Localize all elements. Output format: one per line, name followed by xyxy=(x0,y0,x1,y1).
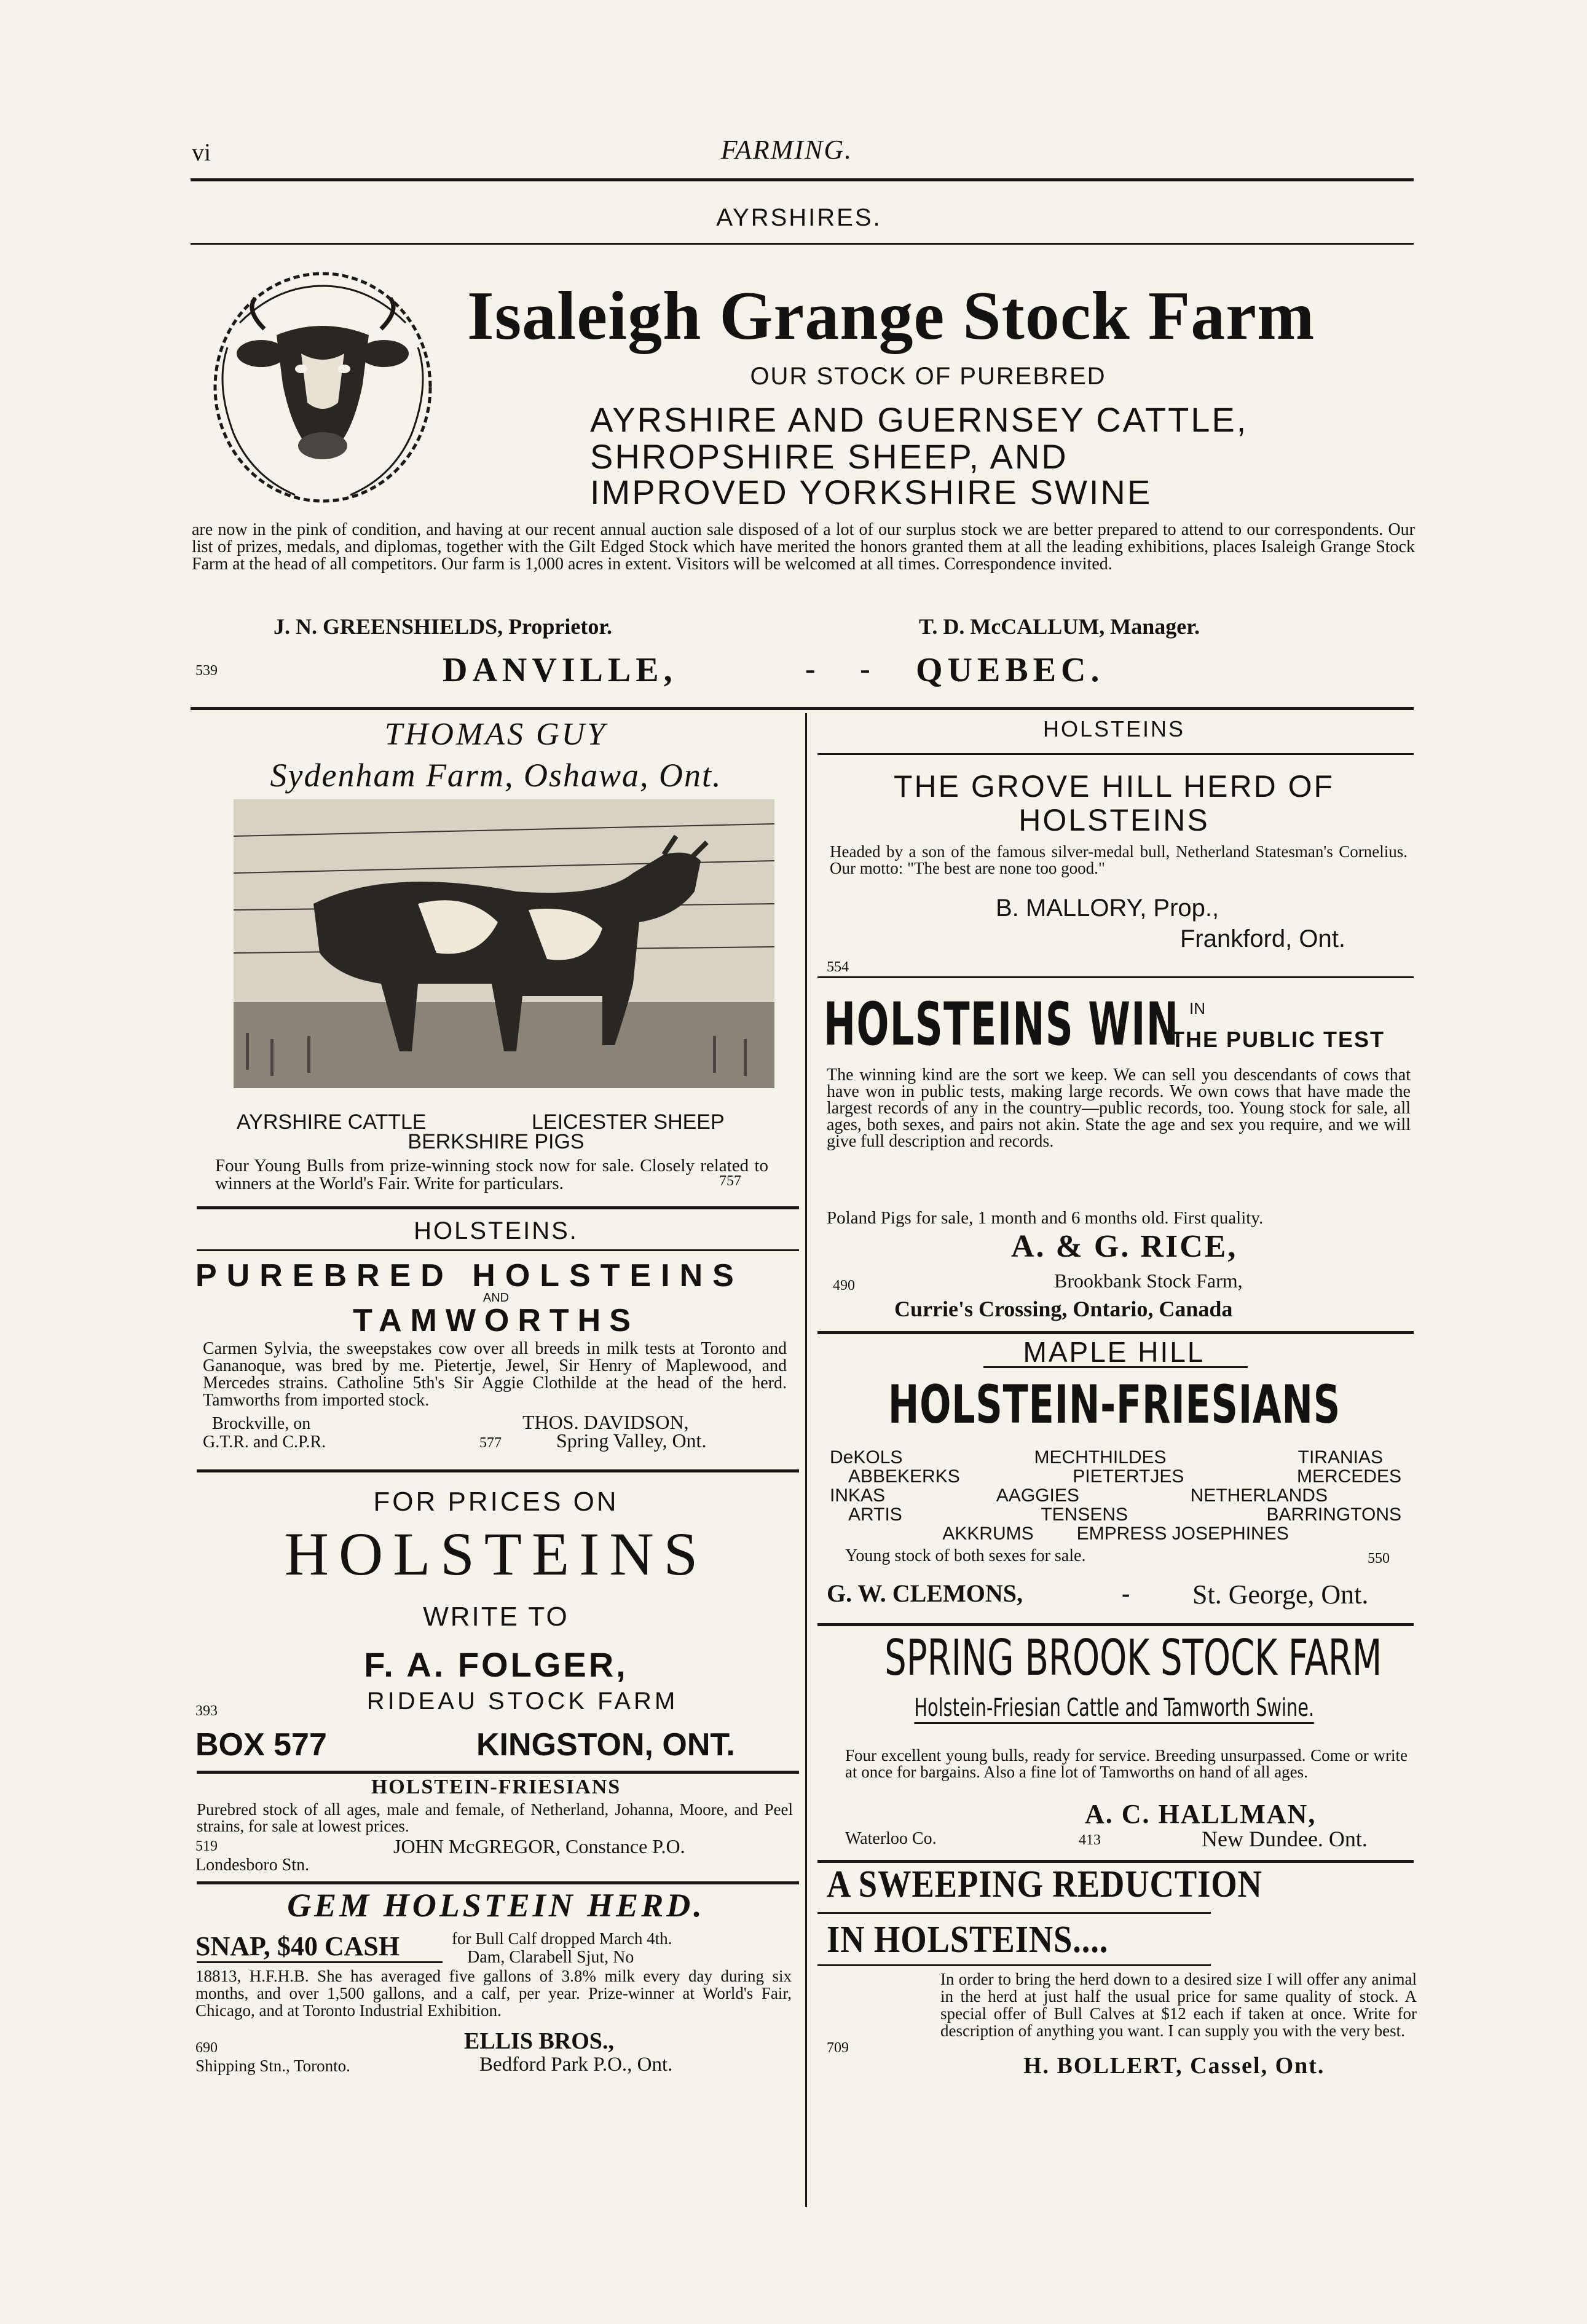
column-divider xyxy=(805,713,807,2207)
grove-hill-rule xyxy=(817,976,1414,978)
rice-pigs: Poland Pigs for sale, 1 month and 6 months old. First quality. xyxy=(827,1208,1264,1228)
folger-line5: RIDEAU STOCK FARM xyxy=(366,1688,679,1715)
isaleigh-town: DANVILLE, xyxy=(443,651,677,689)
strain-abbekerks: ABBEKERKS xyxy=(848,1466,960,1487)
folger-line3: WRITE TO xyxy=(423,1602,569,1632)
grove-hill-ad-number: 554 xyxy=(827,959,849,975)
page-number: vi xyxy=(192,138,211,166)
strain-aaggies: AAGGIES xyxy=(996,1485,1079,1506)
clemons-dash: - xyxy=(1122,1579,1130,1607)
strain-inkas: INKAS xyxy=(830,1485,886,1506)
davidson-title2: TAMWORTHS xyxy=(353,1303,639,1338)
isaleigh-ad-number: 539 xyxy=(195,663,218,679)
folger-line2: HOLSTEINS xyxy=(284,1520,708,1588)
davidson-section-rule xyxy=(197,1249,799,1251)
mcgregor-name: JOHN McGREGOR, Constance P.O. xyxy=(393,1835,685,1857)
mcgregor-title: HOLSTEIN-FRIESIANS xyxy=(371,1776,621,1798)
thomas-guy-sheep: LEICESTER SHEEP xyxy=(532,1110,725,1134)
strain-tiranias: TIRANIAS xyxy=(1298,1447,1383,1468)
thomas-guy-name: THOMAS GUY xyxy=(384,717,608,752)
rice-public-test: THE PUBLIC TEST xyxy=(1171,1027,1385,1052)
folger-line4: F. A. FOLGER, xyxy=(364,1645,628,1684)
hallman-subtitle-text: Holstein-Friesian Cattle and Tamworth Swine. xyxy=(914,1694,1314,1724)
cow-head-illustration xyxy=(203,261,443,507)
davidson-town: Spring Valley, Ont. xyxy=(556,1429,707,1452)
clemons-town: St. George, Ont. xyxy=(1192,1579,1369,1610)
isaleigh-line3: SHROPSHIRE SHEEP, AND xyxy=(590,437,1068,476)
gem-text2: Dam, Clarabell Sjut, No xyxy=(467,1948,634,1967)
thomas-guy-ad-number: 757 xyxy=(719,1173,741,1189)
mcgregor-rule xyxy=(197,1881,799,1884)
strain-row xyxy=(830,1448,1401,1467)
strain-row xyxy=(830,1486,1401,1505)
bollert-title1-underline xyxy=(817,1912,1211,1914)
gem-station: Shipping Stn., Toronto. xyxy=(195,2057,350,2075)
davidson-rule xyxy=(197,1469,799,1472)
davidson-title: PUREBRED HOLSTEINS xyxy=(195,1258,744,1294)
clemons-title2 xyxy=(814,1374,1414,1436)
clemons-title-underline xyxy=(983,1366,1248,1368)
bollert-title2-underline xyxy=(817,1964,1211,1966)
folger-ad-number: 393 xyxy=(195,1703,218,1719)
strain-row xyxy=(830,1467,1401,1486)
clemons-rule xyxy=(817,1623,1414,1626)
section-rule xyxy=(191,243,1414,245)
rice-name: A. & G. RICE, xyxy=(1011,1229,1238,1264)
bollert-body: In order to bring the herd down to a desired size I will offer any animal in the herd at just half the usual price for same quality of stock. A special offer of Bull Calves at $12 each if taken at once. Write for description of anything you want. I can supply you with the very best. xyxy=(940,1970,1417,2040)
grove-hill-section-rule xyxy=(817,753,1414,755)
davidson-place2: G.T.R. and C.P.R. xyxy=(203,1433,326,1452)
thomas-guy-rule xyxy=(197,1206,799,1209)
strain-akkrums: AKKRUMS xyxy=(942,1524,1034,1544)
folger-line1: FOR PRICES ON xyxy=(373,1487,619,1517)
grove-hill-body: Headed by a son of the famous silver-medal bull, Netherland Statesman's Cornelius. Our motto: "The best are none too good." xyxy=(830,842,1408,877)
mcgregor-station: Londesboro Stn. xyxy=(195,1856,310,1875)
isaleigh-line2: AYRSHIRE AND GUERNSEY CATTLE, xyxy=(590,400,1248,439)
grove-hill-town: Frankford, Ont. xyxy=(1180,925,1345,952)
clemons-ad-number: 550 xyxy=(1368,1551,1390,1567)
section-ayrshires: AYRSHIRES. xyxy=(716,204,882,231)
isaleigh-line1: OUR STOCK OF PUREBRED xyxy=(750,363,1106,390)
strain-artis: ARTIS xyxy=(848,1504,902,1525)
folger-town: KINGSTON, ONT. xyxy=(476,1727,735,1763)
davidson-section: HOLSTEINS. xyxy=(414,1217,578,1244)
strain-mechthildes: MECHTHILDES xyxy=(1034,1447,1167,1468)
grove-hill-section: HOLSTEINS xyxy=(1042,716,1186,741)
isaleigh-rule xyxy=(191,707,1414,710)
strain-tensens: TENSENS xyxy=(1041,1504,1128,1525)
gem-text1: for Bull Calf dropped March 4th. xyxy=(452,1929,672,1948)
hallman-body: Four excellent young bulls, ready for service. Breeding unsurpassed. Come or write at once for bargains. Also a fine lot of Tamworths on hand of all ages. xyxy=(845,1746,1408,1781)
mcgregor-body: Purebred stock of all ages, male and female, of Netherland, Johanna, Moore, and Peel strains, for sale at lowest prices. xyxy=(197,1800,793,1835)
thomas-guy-pigs: BERKSHIRE PIGS xyxy=(408,1130,585,1153)
rice-farm: Brookbank Stock Farm, xyxy=(1054,1270,1243,1292)
hallman-ad-number: 413 xyxy=(1079,1832,1101,1848)
strain-barringtons: BARRINGTONS xyxy=(1266,1504,1401,1525)
isaleigh-body: are now in the pink of condition, and having at our recent annual auction sale disposed of a lot of our surplus stock we are better prepared to attend to our correspondents. Our list of prizes, medals, and diplomas, together with the Gilt Edged Stock which have merited the honors granted them at all the leading exhibitions, places Isaleigh Grange Stock Farm at the head of all competitors. Our farm is 1,000 acres in extent. Visitors will be welcomed at all times. Correspondence invited. xyxy=(192,520,1415,574)
clemons-young: Young stock of both sexes for sale. xyxy=(845,1546,1086,1565)
clemons-title2-text: HOLSTEIN-FRIESIANS xyxy=(888,1374,1341,1436)
isaleigh-line4: IMPROVED YORKSHIRE SWINE xyxy=(590,473,1152,512)
gem-body: 18813, H.F.H.B. She has averaged five gallons of 3.8% milk every day during six months, and over 1,500 gallons, and a calf, per year. Prize-winner at World's Fair, Chicago, and at Toronto Industrial Exhibition. xyxy=(195,1967,792,2020)
strain-row xyxy=(830,1505,1401,1524)
gem-name: ELLIS BROS., xyxy=(464,2028,614,2054)
strain-mercedes: MERCEDES xyxy=(1296,1466,1401,1487)
rice-rule xyxy=(817,1331,1414,1334)
isaleigh-province: QUEBEC. xyxy=(916,651,1105,689)
davidson-ad-number: 577 xyxy=(479,1435,502,1451)
thomas-guy-farm: Sydenham Farm, Oshawa, Ont. xyxy=(270,757,722,794)
isaleigh-title: Isaleigh Grange Stock Farm xyxy=(467,278,1315,354)
thomas-guy-cattle: AYRSHIRE CATTLE xyxy=(237,1110,427,1134)
davidson-name: THOS. DAVIDSON, xyxy=(522,1411,689,1433)
gem-town: Bedford Park P.O., Ont. xyxy=(479,2053,673,2076)
bollert-name: H. BOLLERT, Cassel, Ont. xyxy=(1023,2053,1325,2079)
running-head: FARMING. xyxy=(720,135,853,165)
gem-short-rule xyxy=(197,1961,443,1963)
rice-town: Currie's Crossing, Ontario, Canada xyxy=(894,1297,1233,1321)
hallman-subtitle xyxy=(814,1694,1414,1724)
hallman-town: New Dundee. Ont. xyxy=(1202,1827,1368,1851)
davidson-body: Carmen Sylvia, the sweepstakes cow over all breeds in milk tests at Toronto and Gananoque, was bred by me. Pietertje, Jewel, Sir Henry of Maplewood, and Mercedes strains. Catholine 5th's Sir Aggie Clothilde at the head of the herd. Tamworths from imported stock. xyxy=(203,1339,787,1410)
thomas-guy-body: Four Young Bulls from prize-winning stock now for sale. Closely related to winners at the World's Fair. Write for particulars. xyxy=(215,1156,768,1193)
isaleigh-dashes: - - xyxy=(805,651,889,686)
bollert-ad-number: 709 xyxy=(827,2040,849,2056)
gem-ad-number: 690 xyxy=(195,2040,218,2056)
hallman-place: Waterloo Co. xyxy=(845,1829,937,1848)
mcgregor-ad-number: 519 xyxy=(195,1838,218,1854)
rice-in: IN xyxy=(1189,999,1205,1018)
grove-hill-title2: HOLSTEINS xyxy=(1018,803,1210,837)
cow-engraving xyxy=(234,799,774,1088)
davidson-and: AND xyxy=(482,1291,510,1305)
gem-title: GEM HOLSTEIN HERD. xyxy=(287,1887,705,1924)
hallman-title-text: SPRING BROOK STOCK FARM xyxy=(884,1629,1382,1686)
clemons-name: G. W. CLEMONS, xyxy=(827,1579,1023,1607)
rice-ad-number: 490 xyxy=(833,1278,855,1294)
hallman-name: A. C. HALLMAN, xyxy=(1085,1799,1317,1829)
grove-hill-name: B. MALLORY, Prop., xyxy=(996,895,1219,922)
grove-hill-title1: THE GROVE HILL HERD OF xyxy=(893,769,1335,804)
folger-rule xyxy=(197,1771,799,1774)
strain-empress-josephines: EMPRESS JOSEPHINES xyxy=(1076,1524,1289,1544)
isaleigh-manager: T. D. McCALLUM, Manager. xyxy=(919,614,1200,639)
strain-pietertjes: PIETERTJES xyxy=(1073,1466,1184,1487)
gem-snap: SNAP, $40 CASH xyxy=(195,1931,400,1961)
strain-row xyxy=(830,1524,1401,1543)
strain-dekols: DeKOLS xyxy=(830,1447,903,1468)
rice-title: HOLSTEINS WIN xyxy=(824,990,1179,1059)
clemons-title1: MAPLE HILL xyxy=(1023,1336,1205,1368)
davidson-place1: Brockville, on xyxy=(212,1414,311,1433)
bollert-title2: IN HOLSTEINS.... xyxy=(827,1919,1109,1961)
rice-body: The winning kind are the sort we keep. We can sell you descendants of cows that have won in public tests, making large records. We own cows that have made the largest records of any in the country—public records, too. Young stock for sale, all ages, both sexes, and pairs not akin. State the age and sex you require, and we will give full description and records. xyxy=(827,1065,1411,1151)
bollert-title1: A SWEEPING REDUCTION xyxy=(827,1864,1262,1905)
strain-netherlands: NETHERLANDS xyxy=(1190,1485,1328,1506)
isaleigh-proprietor: J. N. GREENSHIELDS, Proprietor. xyxy=(274,614,613,639)
folger-box: BOX 577 xyxy=(195,1727,327,1763)
clemons-strains xyxy=(830,1448,1401,1543)
header-rule xyxy=(191,178,1414,181)
hallman-title xyxy=(814,1629,1414,1686)
